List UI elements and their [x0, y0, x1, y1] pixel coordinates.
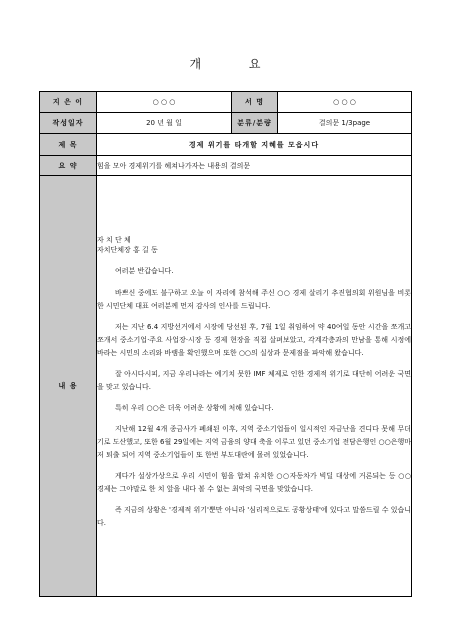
date-value: 20 년 월 일 [97, 113, 232, 134]
content-body [97, 176, 412, 597]
summary-form-table [39, 91, 412, 597]
paragraph: 즉 지금의 상황은 '경제적 위기'뿐만 아니라 '심리적으로도 공황상태'에 있다고 말씀드릴 수 있습니다. [97, 505, 411, 527]
paragraph: 저는 지난 6.4 지방선거에서 시장에 당선된 후, 7월 1일 취임하여 약 40여일 동안 시간을 쪼개고 쪼개서 중소기업·주요 사업장·시장 등 경제 현장을 직접 살펴보았고, 각계각층과의 만남을 통해 시정에 바라는 시민의 소리와 바램을 확인했으며 또한 ○○의 실상과 문제점을 파악해 왔습니다. [97, 322, 411, 357]
summary-value: 힘을 모아 경제위기를 헤쳐나가자는 내용의 결의문 [97, 156, 412, 176]
paragraph: 특히 우리 ○○은 더욱 어려운 상황에 처해 있습니다. [115, 403, 274, 412]
subject-value: 경제 위기를 타개할 지혜를 모읍시다 [97, 134, 412, 156]
summary-row [40, 156, 412, 176]
summary-label: 요 약 [40, 156, 97, 176]
greeting: 여러분 반갑습니다. [115, 266, 174, 275]
position-label: 서 명 [232, 92, 278, 113]
document-title: 개 요 [189, 57, 283, 71]
content-row [40, 176, 412, 597]
content-label: 내 용 [40, 176, 97, 597]
paragraph: 게다가 설상가상으로 우리 시민이 힘을 합쳐 유치한 ○○자동차가 빅딜 대상에 거론되는 등 ○○ 경제는 그야말로 한 치 앞을 내다 볼 수 없는 최악의 국면을 맞았습니다. [97, 471, 411, 493]
sender-organization: 자 치 단 체 [97, 235, 131, 244]
subject-label: 제 목 [40, 134, 97, 156]
sender-name: 자치단체장 홍 길 동 [97, 245, 158, 254]
sender-block [97, 235, 411, 255]
author-label: 지 은 이 [40, 92, 97, 113]
position-value: ○ ○ ○ [278, 92, 412, 113]
category-value: 결의문 1/3page [278, 113, 412, 134]
author-row [40, 92, 412, 113]
author-value: ○ ○ ○ [97, 92, 232, 113]
date-label: 작성일자 [40, 113, 97, 134]
paragraph: 바쁘신 중에도 불구하고 오늘 이 자리에 참석해 주신 ○○ 경제 살리기 추진협의회 위원님을 비롯한 시민단체 대표 여러분께 먼저 감사의 인사를 드립니다. [97, 288, 411, 310]
paragraph: 잘 아시다시피, 지금 우리나라는 예기치 못한 IMF 체제로 인한 경제적 위기로 대단히 어려운 국면을 맞고 있습니다. [97, 369, 411, 391]
category-label: 분류/분량 [232, 113, 278, 134]
subject-row [40, 134, 412, 156]
date-row [40, 113, 412, 134]
paragraph: 지난해 12월 4개 종금사가 폐쇄된 이후, 지역 중소기업들이 일시적인 자금난을 견디다 못해 무더기로 도산했고, 또한 6월 29일에는 지역 금융의 양대 축을 이루고 있던 중소기업 전담은행인 ○○은행마저 퇴출 되어 지역 중소기업들이 또 한번 부도대란에 몰려 있었습니다. [97, 424, 411, 459]
